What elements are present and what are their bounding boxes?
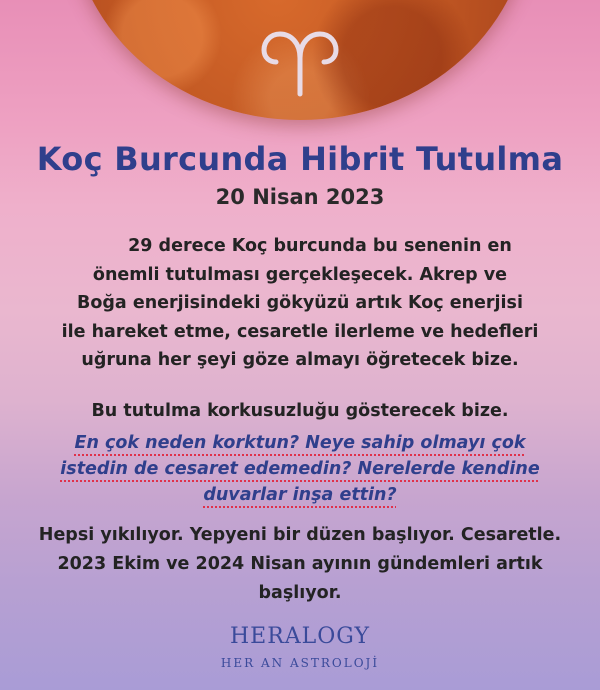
page-title: Koç Burcunda Hibrit Tutulma — [36, 140, 564, 178]
intro-line: ile hareket etme, cesaretle ilerleme ve hedefleri — [61, 321, 539, 342]
event-date: 20 Nisan 2023 — [215, 185, 385, 209]
intro-line: 29 derece Koç burcunda bu senenin en — [128, 236, 512, 256]
question-line: istedin de cesaret edemedin? Nerelerde kendine — [60, 459, 540, 479]
aries-symbol-icon — [250, 28, 350, 98]
intro-line: önemli tutulması gerçekleşecek. Akrep ve — [92, 264, 508, 285]
closing-paragraph — [0, 521, 600, 608]
closing-line: başlıyor. — [258, 583, 342, 603]
fearless-statement: Bu tutulma korkusuzluğu gösterecek bize. — [91, 401, 509, 421]
intro-line: uğruna her şeyi göze almayı öğretecek bize. — [81, 350, 519, 370]
brand-logo: HERALOGY — [229, 624, 371, 649]
intro-paragraph — [40, 232, 560, 375]
question-line: duvarlar inşa ettin? — [203, 485, 397, 505]
reflection-questions — [40, 430, 560, 508]
brand-tagline: HER AN ASTROLOJİ — [220, 656, 380, 670]
intro-line: Boğa enerjisindeki gökyüzü artık Koç enerjisi — [77, 293, 523, 313]
closing-line: Hepsi yıkılıyor. Yepyeni bir düzen başlıyor. Cesaretle. — [38, 525, 562, 545]
question-line: En çok neden korktun? Neye sahip olmayı çok — [74, 433, 526, 453]
closing-line: 2023 Ekim ve 2024 Nisan ayının gündemleri artık — [57, 554, 543, 574]
